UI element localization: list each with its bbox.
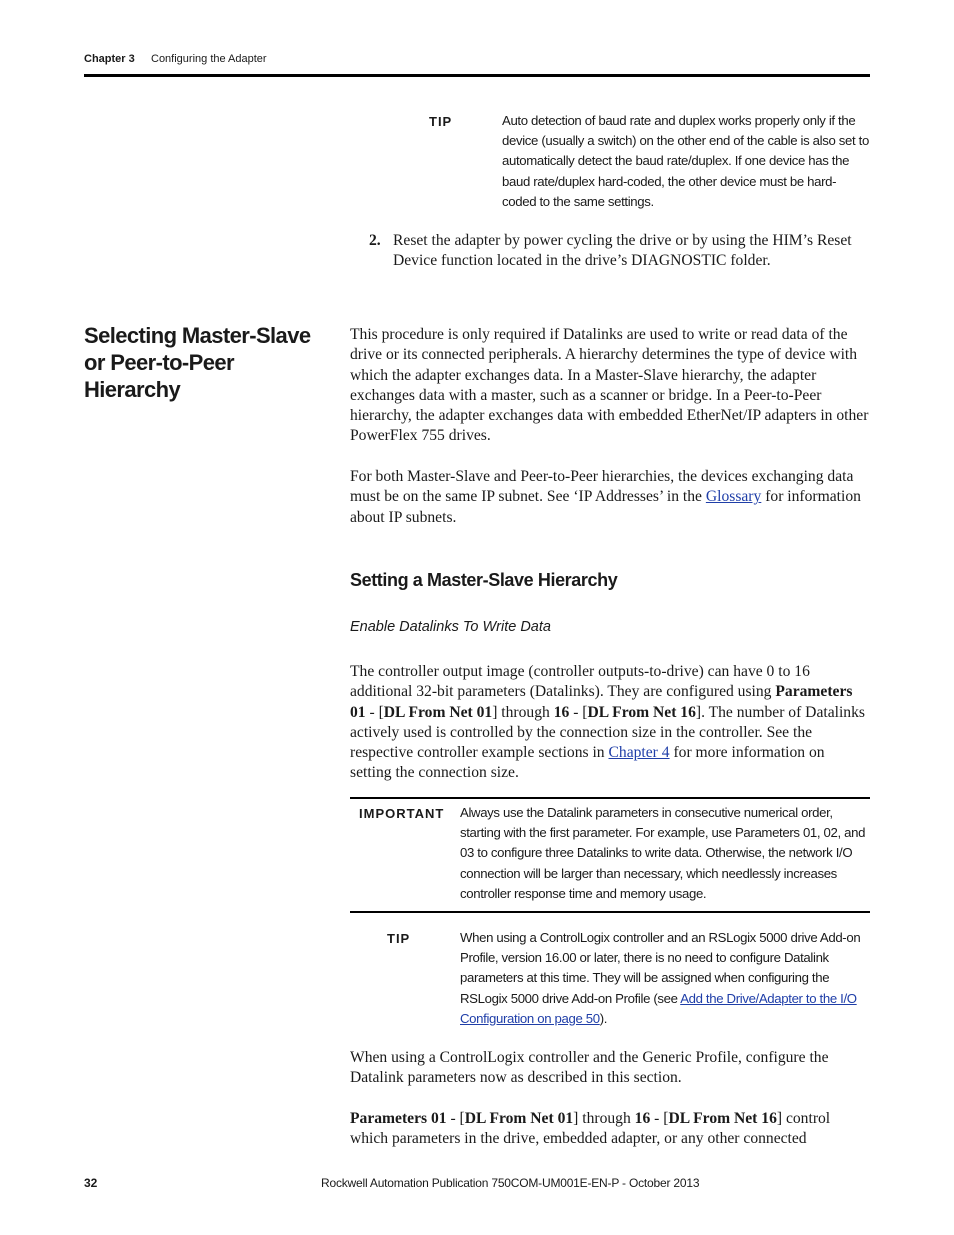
step-text: Reset the adapter by power cycling the drive or by using the HIM’s Reset Device function located in the drive’s DIAGNOSTIC folder.	[393, 232, 852, 270]
tip-text: When using a ControlLogix controller and an RSLogix 5000 drive Add-on Profile, version 16.00 or later, there is no need to configure Datalink parameters at this time. They will be assigned when configuring the RSLogix 5000 drive Add-on Profile (see Add the Drive/Adapter to the I/O Configuration on page 50).	[460, 930, 861, 1026]
important-label: IMPORTANT	[359, 806, 445, 821]
chapter-label: Chapter 3	[84, 53, 135, 65]
section-paragraph-1: This procedure is only required if Datalinks are used to write or read data of the drive or its connected peripherals. A hierarchy determines the type of device with which the adapter exchanges data. In a Master-Slave hierarchy, the adapter exchanges data with a master, such as a scanner or bridge. In a Peer-to-Peer hierarchy, the adapter exchanges data with embedded EtherNet/IP adapters in other PowerFlex 755 drives.	[350, 326, 869, 445]
tip-label: TIP	[429, 114, 453, 129]
subsection-heading: Setting a Master-Slave Hierarchy	[350, 570, 618, 590]
glossary-link[interactable]: Glossary	[705, 488, 762, 506]
important-bottom-rule	[350, 911, 870, 913]
chapter-title: Configuring the Adapter	[151, 53, 267, 65]
io-configuration-link[interactable]: Add the Drive/Adapter to the I/O Configuration on page 50	[460, 990, 857, 1026]
tip-text: Auto detection of baud rate and duplex works properly only if the device (usually a switch) on the other end of the cable is also set to automatically detect the baud rate/duplex. If one device has the baud rate/duplex hard-coded, the other device must be hard-coded to the same settings.	[502, 113, 869, 209]
section-heading: Selecting Master-Slave or Peer-to-Peer Hierarchy	[84, 323, 311, 402]
generic-profile-paragraph: When using a ControlLogix controller and the Generic Profile, configure the Datalink parameters now as described in this section.	[350, 1049, 829, 1087]
header-rule	[84, 74, 870, 77]
subsubsection-heading: Enable Datalinks To Write Data	[350, 619, 551, 635]
datalinks-paragraph: The controller output image (controller outputs-to-drive) can have 0 to 16 additional 32-bit parameters (Datalinks). They are configured using Parameters 01 - [DL From Net 01] through 16 - [DL From Net 16]. The number of Datalinks actively used is controlled by the connection size in the controller. See the respective controller example sections in Chapter 4 for more information on setting the connection size.	[350, 663, 865, 782]
parameters-paragraph: Parameters 01 - [DL From Net 01] through 16 - [DL From Net 16] control which parameters in the drive, embedded adapter, or any other connected	[350, 1110, 831, 1148]
chapter-4-link[interactable]: Chapter 4	[608, 744, 670, 762]
page-number: 32	[84, 1176, 98, 1190]
important-top-rule	[350, 797, 870, 799]
tip-label: TIP	[387, 931, 411, 946]
section-paragraph-2: For both Master-Slave and Peer-to-Peer hierarchies, the devices exchanging data must be on the same IP subnet. See ‘IP Addresses’ in the Glossary for information about IP subnets.	[350, 468, 861, 526]
step-number: 2.	[369, 232, 381, 249]
publication-info: Rockwell Automation Publication 750COM-UM001E-EN-P - October 2013	[321, 1176, 700, 1190]
important-text: Always use the Datalink parameters in consecutive numerical order, starting with the first parameter. For example, use Parameters 01, 02, and 03 to configure three Datalinks to write data. Otherwise, the network I/O connection will be larger than necessary, which needlessly increases controller response time and memory usage.	[460, 805, 866, 901]
